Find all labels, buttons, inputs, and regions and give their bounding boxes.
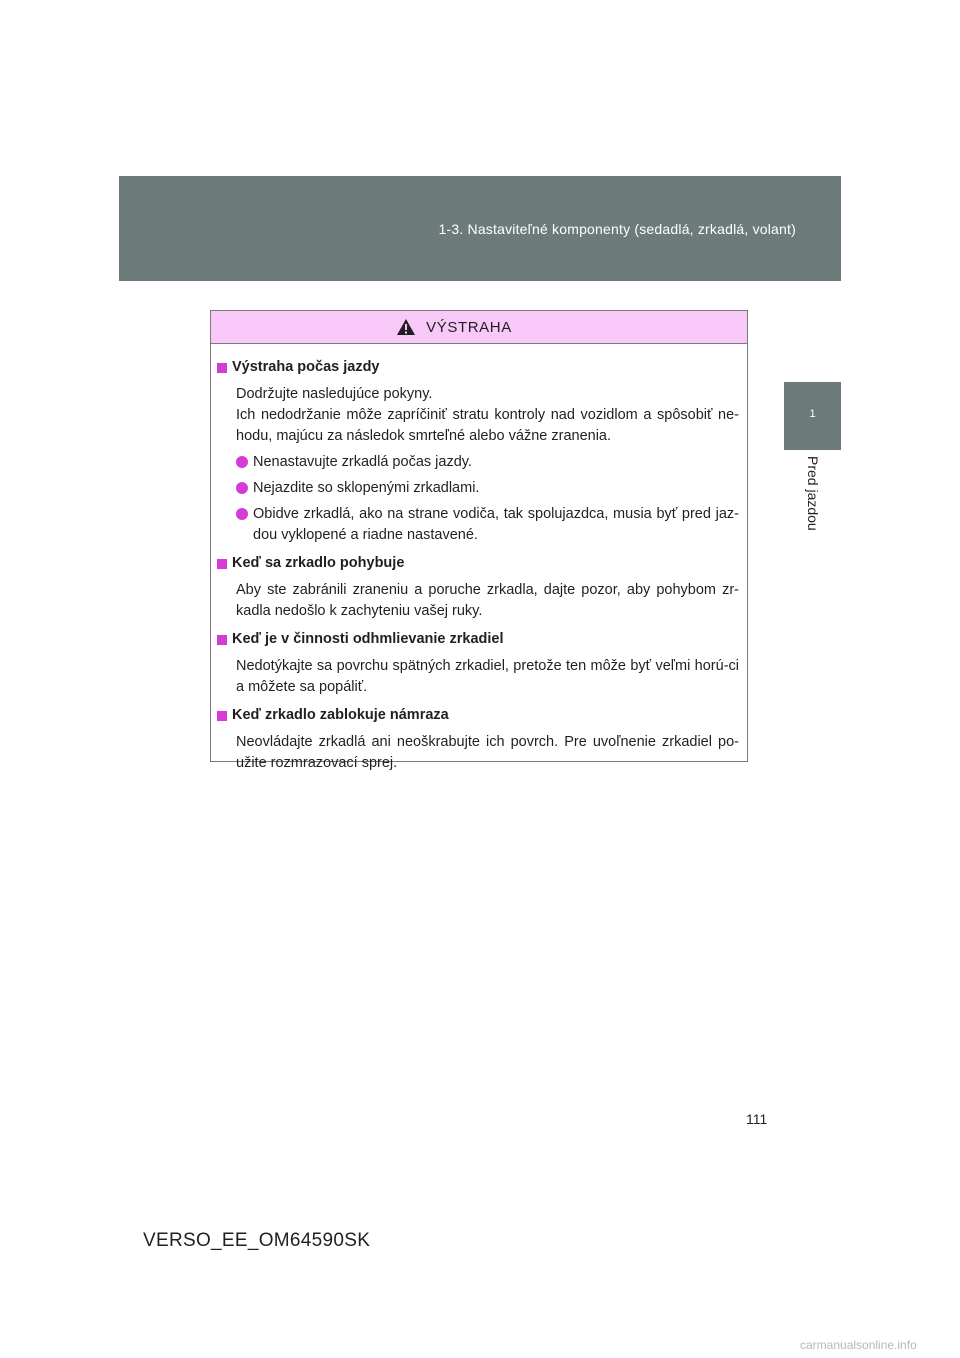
header-band: [119, 176, 841, 281]
list-item: Obidve zrkadlá, ako na strane vodiča, tak spolujazdca, musia byť pred jaz-dou vyklopené a riadne nastavené.: [236, 504, 739, 546]
square-bullet-icon: [217, 559, 227, 569]
chapter-title: 1-3. Nastaviteľné komponenty (sedadlá, zrkadlá, volant): [438, 221, 796, 237]
warning-heading: VÝSTRAHA: [426, 318, 512, 336]
warning-body: [211, 344, 747, 774]
section-paragraph: Dodržujte nasledujúce pokyny. Ich nedodržanie môže zapríčiniť stratu kontroly nad vozidlom a spôsobiť ne-hodu, majúcu za následok smrteľné alebo vážne zranenia.: [236, 386, 739, 444]
watermark: carmanualsonline.info: [800, 1338, 917, 1352]
chapter-tab: [784, 382, 841, 450]
warning-triangle-icon: [396, 318, 416, 336]
round-bullet-icon: [236, 456, 248, 468]
round-bullet-icon: [236, 482, 248, 494]
list-item: Nenastavujte zrkadlá počas jazdy.: [236, 452, 739, 473]
chapter-number: 1: [809, 408, 816, 420]
list-item: Nejazdite so sklopenými zrkadlami.: [236, 478, 739, 499]
page-number: 111: [746, 1111, 768, 1127]
section-title: Keď zrkadlo zablokuje námraza: [217, 705, 739, 726]
section-paragraph: Nedotýkajte sa povrchu spätných zrkadiel, pretože ten môže byť veľmi horú-ci a môžete sa popáliť.: [236, 658, 739, 695]
section-title: Výstraha počas jazdy: [217, 357, 739, 378]
document-code: VERSO_EE_OM64590SK: [143, 1230, 371, 1251]
section-title: Keď je v činnosti odhmlievanie zrkadiel: [217, 629, 739, 650]
section-paragraph: Neovládajte zrkadlá ani neoškrabujte ich povrch. Pre uvoľnenie zrkadiel po-užite rozmrazovací sprej.: [236, 734, 739, 771]
square-bullet-icon: [217, 635, 227, 645]
square-bullet-icon: [217, 363, 227, 373]
warning-box: [210, 310, 748, 771]
warning-header: [211, 311, 747, 344]
section-title: Keď sa zrkadlo pohybuje: [217, 553, 739, 574]
square-bullet-icon: [217, 711, 227, 721]
round-bullet-icon: [236, 508, 248, 520]
section-paragraph: Aby ste zabránili zraneniu a poruche zrkadla, dajte pozor, aby pohybom zr-kadla nedošlo k zachyteniu vašej ruky.: [236, 582, 739, 619]
chapter-side-label: Pred jazdou: [805, 456, 821, 531]
